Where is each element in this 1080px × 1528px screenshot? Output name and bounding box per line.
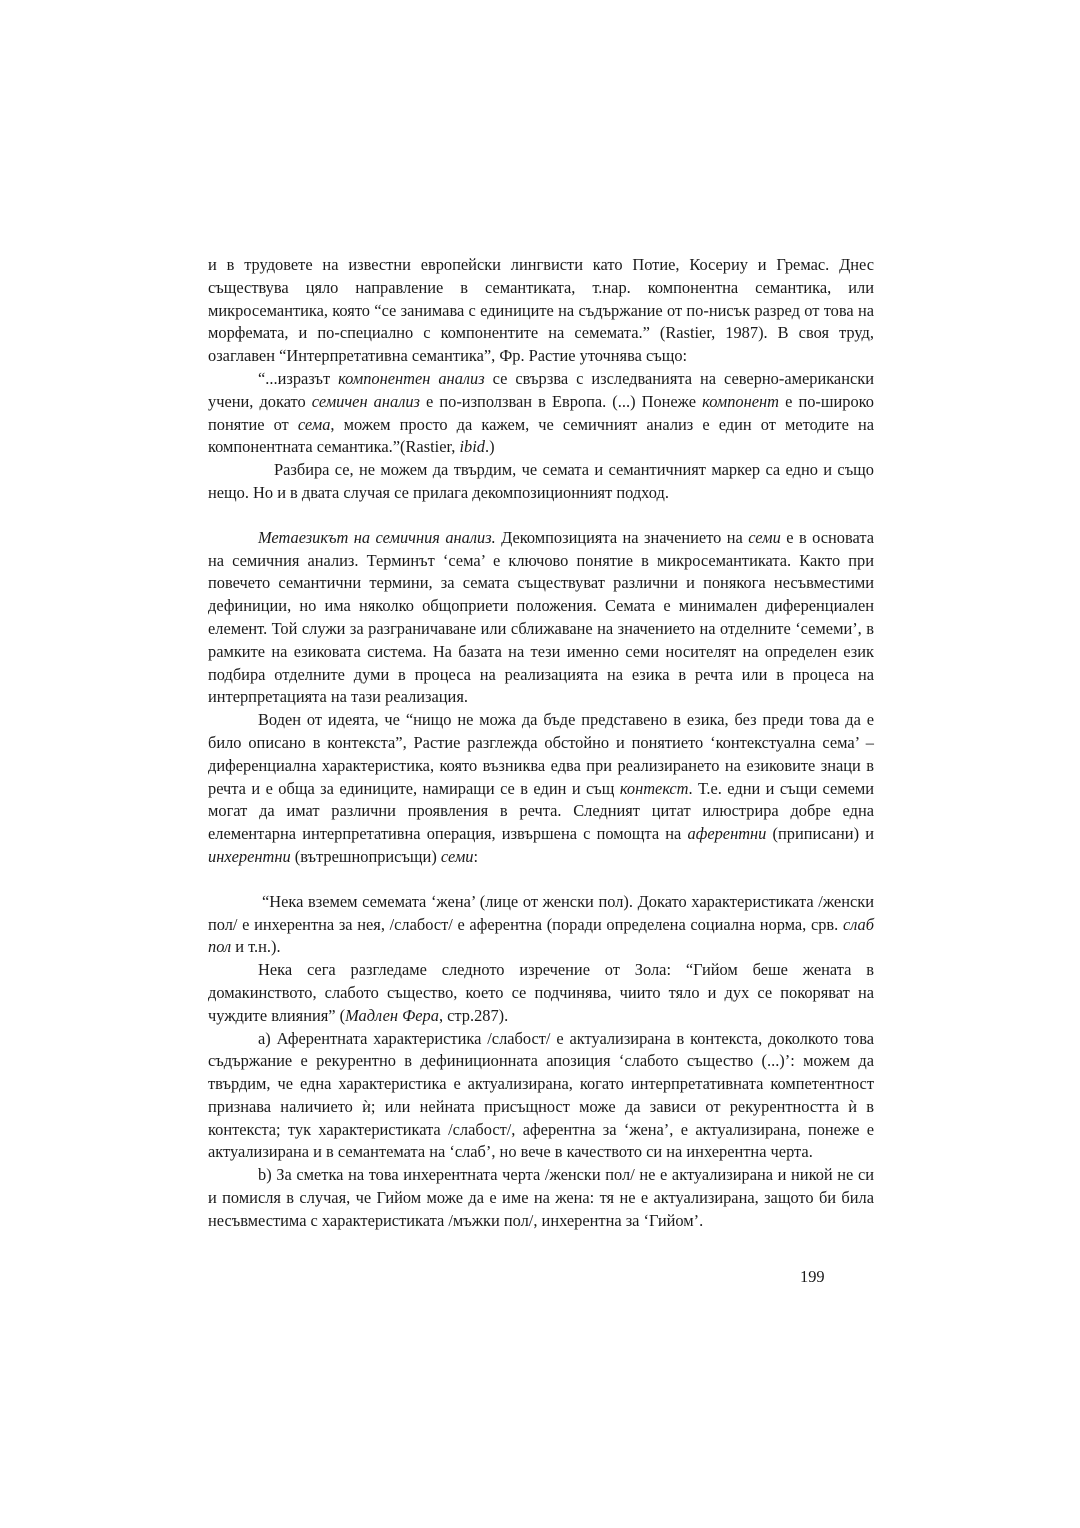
quote-text: “Нека вземем семемата ‘жена’ (лице от женски пол). Докато характеристиката /женски пол/ е инхерентна за нея, /слабост/ е аферентна (поради определена социална норма, срв. <box>208 891 874 934</box>
term-italic: инхерентни <box>208 846 291 866</box>
paragraph-text: . Т.е. едни и същи семеми могат да имат различни проявления в речта. Следният цитат илюстрира добре една елементарна интерпретативна операция, извършена с помощта на <box>208 778 875 844</box>
quote-text: е по-широко понятие от <box>208 391 874 434</box>
paragraph-text: Воден от идеята, че “нищо не можа да бъде представено в езика, без преди това да е било описано в контекста”, Растие разглежда обстойно и понятието ‘контекстуална сема’ – диференциална характеристика, която възниква едва при реализирането на езиковите знаци в речта и е обща за единиците, намиращи се в един и същ <box>208 710 874 798</box>
paragraph-context-sema <box>208 709 874 869</box>
quote-text: Нека сега разгледаме следното изречение от Зола: “Гийом беше жената в домакинството, слабото същество, което се подчинява, чиито тяло и дух се покоряват на чуждите влияния” ( <box>208 960 874 1025</box>
paragraph-sema-marker: Разбира се, не можем да твърдим, че семата и семантичният маркер са едно и също нещо. Но и в двата случая се прилага декомпозиционният подход. <box>208 460 874 502</box>
quote-rastier <box>208 368 874 459</box>
quote-text: се свързва с изследванията на северно-американски учени, докато <box>208 368 874 411</box>
term-italic: семичен анализ <box>311 391 420 411</box>
term-italic: аферентни <box>687 824 767 844</box>
quote-text: , можем просто да кажем, че семичният анализ е един от методите на компонентната семантика.”(Rastier, <box>208 414 874 457</box>
paragraph-metalanguage <box>208 527 874 709</box>
paragraph-intro: и в трудовете на известни европейски лингвисти като Потие, Косериу и Гремас. Днес съществува цяло направление в семантиката, т.нар. компонентна семантика, или микросемантика, която “се занимава с единиците на съдържание от по-нисък разред от това на морфемата, и по-специално с компонентите на семемата.” (Rastier, 1987). В своя труд, озаглавен “Интерпретативна семантика”, Фр. Растие уточнява също: <box>208 255 874 366</box>
paragraph-gap <box>208 505 874 527</box>
paragraph-text: (приписани) и <box>766 824 874 844</box>
quote-text: .) <box>484 437 495 457</box>
quote-text: “...изразът <box>258 368 339 388</box>
book-title-italic: Мадлен Фера <box>345 1005 439 1025</box>
page-number: 199 <box>800 1267 825 1286</box>
paragraph-text: : <box>473 846 479 866</box>
quote-text: е по-използван в Европа. (...) Понеже <box>419 391 703 411</box>
term-italic: ibid <box>459 437 485 457</box>
paragraph-text: е в основата на семичния анализ. Терминът ‘сема’ е ключово понятие в микросемантиката. Както при повечето семантични термини, за семата съществуват различни и понякога несъвместими дефиниции, но има няколко общоприети положения. Семата е минимален диференциален елемент. Той служи за разграничаване или сближаване на значението на отделните ‘семеми’, в рамките на езиковата система. На базата на тези именно семи носителят на определен език подбира отделните думи в процеса на реализацията на езика в речта или в процеса на интерпретацията на тази реализация. <box>208 527 874 707</box>
quote-text: , стр.287). <box>438 1005 509 1025</box>
document-body <box>208 254 874 1233</box>
section-heading-italic: Метаезикът на семичния анализ. <box>258 527 496 547</box>
term-italic: слаб пол <box>208 914 874 957</box>
term-italic: семи <box>440 846 474 866</box>
quote-point-a: а) Аферентната характеристика /слабост/ е актуализирана в контекста, доколкото това съдържание е рекурентно в дефиниционната апозиция ‘слабото същество (...)’: можем да твърдим, че една характеристика е актуализирана, когато интерпретативната компетентност признава наличието ѝ; или нейната присъщност може да зависи от рекурентността ѝ в контекста; тук характеристиката /слабост/, аферентна за ‘жена’, е актуализирана, понеже е актуализирана и в семантемата на ‘слаб’, но вече в качеството си на инхерентна черта. <box>208 1028 874 1162</box>
term-italic: контекст <box>619 778 689 798</box>
paragraph-text: (вътрешноприсъщи) <box>290 846 441 866</box>
quote-woman-sememe <box>208 891 874 959</box>
quote-text: и т.н.). <box>231 937 281 957</box>
term-italic: семи <box>748 527 781 547</box>
term-italic: компонентен анализ <box>338 368 485 388</box>
term-italic: сема <box>297 414 331 434</box>
quote-zola-example <box>208 959 874 1027</box>
paragraph-gap <box>208 869 874 891</box>
term-italic: компонент <box>702 391 779 411</box>
paragraph-text: Декомпозицията на значението на <box>495 527 749 547</box>
quote-point-b: b) За сметка на това инхерентната черта /женски пол/ не е актуализирана и никой не си и помисля в случая, че Гийом може да е име на жена: тя не е актуализирана, защото би била несъвместима с характеристиката /мъжки пол/, инхерентна за ‘Гийом’. <box>208 1165 874 1230</box>
